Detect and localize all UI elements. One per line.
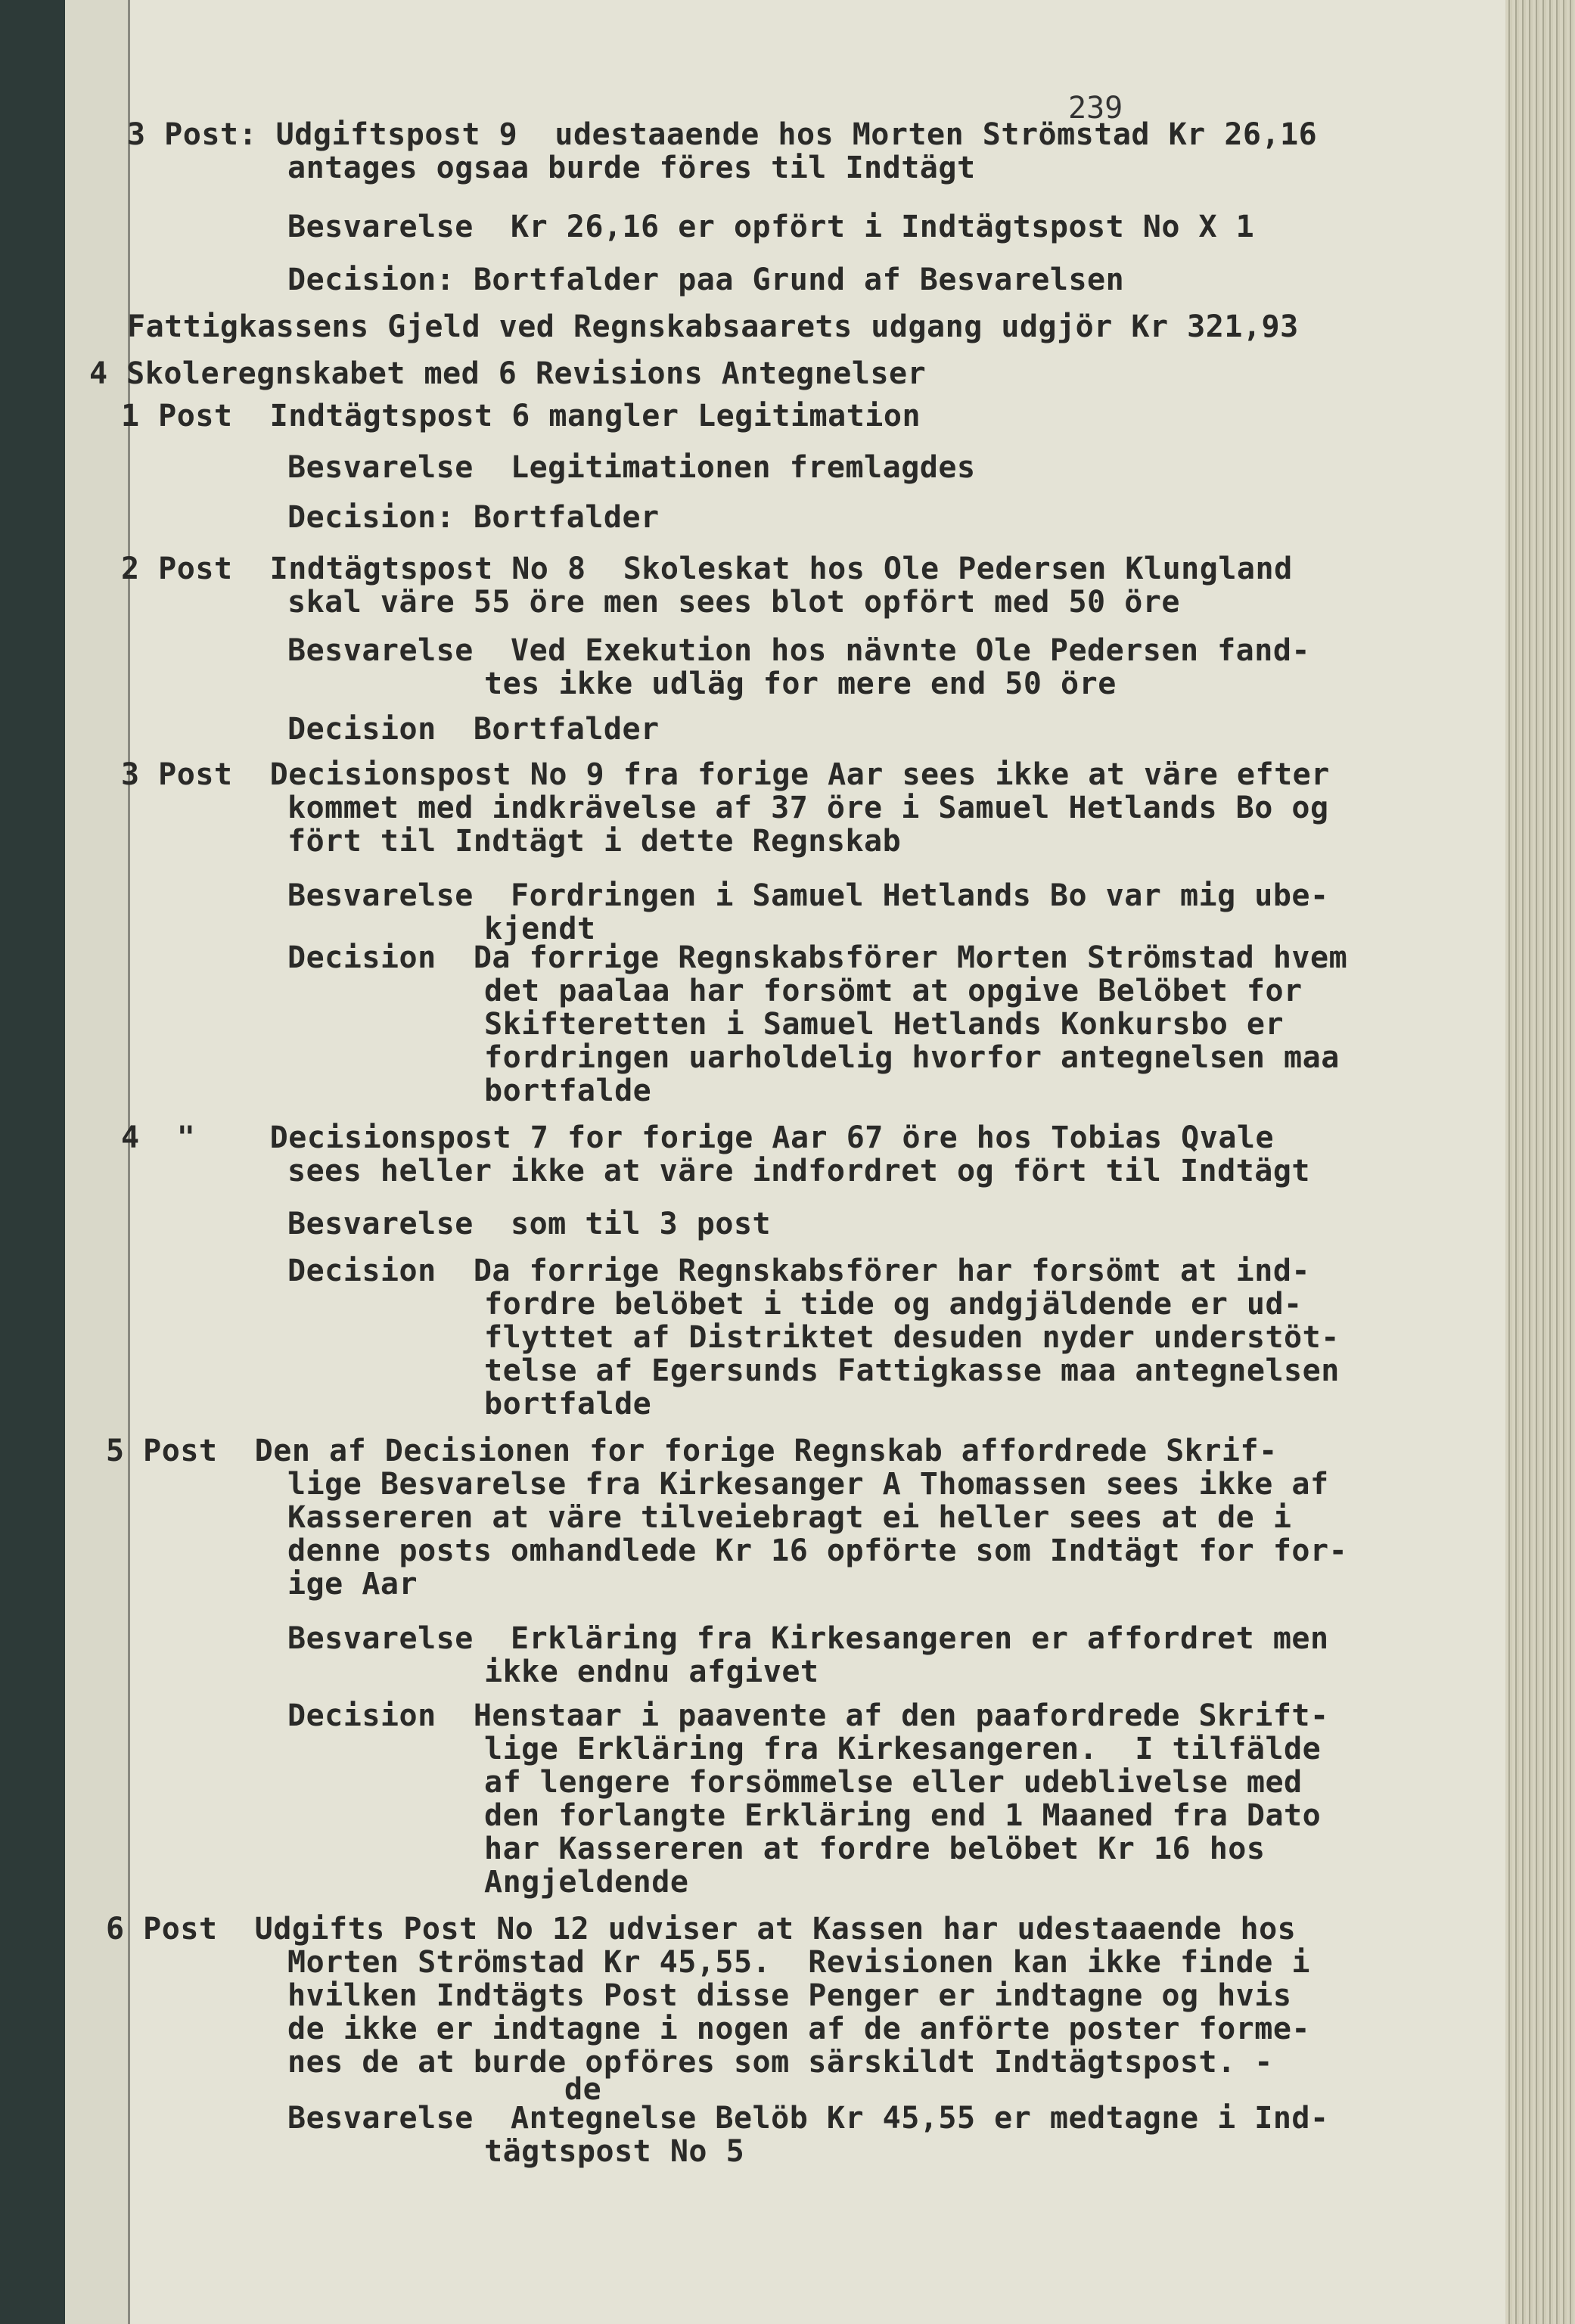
- text-line: bortfalde: [484, 1387, 652, 1421]
- text-line: Besvarelse Ved Exekution hos nävnte Ole Pedersen fand-: [287, 633, 1311, 668]
- text-line: 5 Post Den af Decisionen for forige Regnskab affordrede Skrif-: [106, 1434, 1278, 1468]
- text-line: de ikke er indtagne i nogen af de anförte poster forme-: [287, 2012, 1311, 2046]
- text-line: Besvarelse Legitimationen fremlagdes: [287, 450, 976, 485]
- text-line: 6 Post Udgifts Post No 12 udviser at Kassen har udestaaende hos: [106, 1912, 1297, 1947]
- text-line: 4 Skoleregnskabet med 6 Revisions Antegnelser: [89, 356, 927, 391]
- text-line: tägtspost No 5: [484, 2134, 745, 2169]
- text-line: har Kassereren at fordre belöbet Kr 16 hos: [484, 1832, 1266, 1866]
- text-line: nes de at burde opföres som särskildt Indtägtspost. -: [287, 2045, 1273, 2080]
- text-line: ige Aar: [287, 1567, 418, 1602]
- text-line: det paalaa har forsömt at opgive Belöbet for: [484, 974, 1303, 1008]
- text-line: sees heller ikke at väre indfordret og fört til Indtägt: [287, 1154, 1311, 1188]
- text-line: telse af Egersunds Fattigkasse maa antegnelsen: [484, 1353, 1340, 1388]
- text-line: flyttet af Distriktet desuden nyder understöt-: [484, 1320, 1340, 1355]
- text-line: Decision Da forrige Regnskabsförer Morten Strömstad hvem: [287, 940, 1348, 975]
- text-line: Decision: Bortfalder: [287, 500, 660, 535]
- text-line: Decision: Bortfalder paa Grund af Besvarelsen: [287, 263, 1125, 297]
- text-line: de: [564, 2072, 602, 2107]
- text-line: 2 Post Indtägtspost No 8 Skoleskat hos Ole Pedersen Klungland: [121, 551, 1293, 586]
- text-line: Skifteretten i Samuel Hetlands Konkursbo er: [484, 1007, 1285, 1042]
- text-line: Kassereren at väre tilveiebragt ei heller sees at de i: [287, 1500, 1292, 1535]
- text-line: ikke endnu afgivet: [484, 1654, 819, 1689]
- text-line: Decision Da forrige Regnskabsförer har forsömt at ind-: [287, 1254, 1311, 1288]
- text-line: kjendt: [484, 912, 596, 946]
- text-line: Besvarelse Fordringen i Samuel Hetlands Bo var mig ube-: [287, 878, 1329, 913]
- text-line: lige Besvarelse fra Kirkesanger A Thomassen sees ikke af: [287, 1467, 1329, 1502]
- text-line: Decision Henstaar i paavente af den paafordrede Skrift-: [287, 1698, 1329, 1733]
- text-line: Besvarelse Antegnelse Belöb Kr 45,55 er medtagne i Ind-: [287, 2101, 1329, 2136]
- book-page-edges: [1505, 0, 1575, 2324]
- text-line: Besvarelse Kr 26,16 er opfört i Indtägtspost No X 1: [287, 210, 1255, 244]
- page-number: 239: [1068, 91, 1123, 126]
- text-line: Fattigkassens Gjeld ved Regnskabsaarets udgang udgjör Kr 321,93: [127, 309, 1299, 344]
- text-line: 3 Post Decisionspost No 9 fra forige Aar sees ikke at väre efter: [121, 757, 1330, 792]
- text-line: den forlangte Erkläring end 1 Maaned fra Dato: [484, 1798, 1322, 1833]
- text-line: fordre belöbet i tide og andgjäldende er ud-: [484, 1287, 1303, 1322]
- text-line: antages ogsaa burde föres til Indtägt: [287, 151, 976, 185]
- text-line: tes ikke udläg for mere end 50 öre: [484, 666, 1117, 701]
- text-line: lige Erkläring fra Kirkesangeren. I tilfälde: [484, 1732, 1322, 1766]
- text-line: fört til Indtägt i dette Regnskab: [287, 824, 902, 859]
- text-line: skal väre 55 öre men sees blot opfört med 50 öre: [287, 585, 1180, 620]
- text-line: Morten Strömstad Kr 45,55. Revisionen kan ikke finde i: [287, 1945, 1311, 1980]
- document-page: [65, 0, 1518, 2324]
- text-line: 4 " Decisionspost 7 for forige Aar 67 öre hos Tobias Qvale: [121, 1120, 1275, 1155]
- text-line: 1 Post Indtägtspost 6 mangler Legitimation: [121, 399, 921, 433]
- text-line: fordringen uarholdelig hvorfor antegnelsen maa: [484, 1040, 1340, 1075]
- text-line: Angjeldende: [484, 1865, 689, 1900]
- text-line: denne posts omhandlede Kr 16 opförte som Indtägt for for-: [287, 1533, 1348, 1568]
- text-line: af lengere forsömmelse eller udeblivelse med: [484, 1765, 1303, 1800]
- typed-text-body: [65, 0, 1518, 2324]
- text-line: 3 Post: Udgiftspost 9 udestaaende hos Morten Strömstad Kr 26,16: [127, 117, 1318, 152]
- text-line: Besvarelse som til 3 post: [287, 1207, 772, 1241]
- text-line: hvilken Indtägts Post disse Penger er indtagne og hvis: [287, 1978, 1292, 2013]
- text-line: Decision Bortfalder: [287, 712, 660, 747]
- text-line: Besvarelse Erkläring fra Kirkesangeren er affordret men: [287, 1621, 1329, 1656]
- text-line: bortfalde: [484, 1073, 652, 1108]
- text-line: kommet med indkrävelse af 37 öre i Samuel Hetlands Bo og: [287, 791, 1329, 825]
